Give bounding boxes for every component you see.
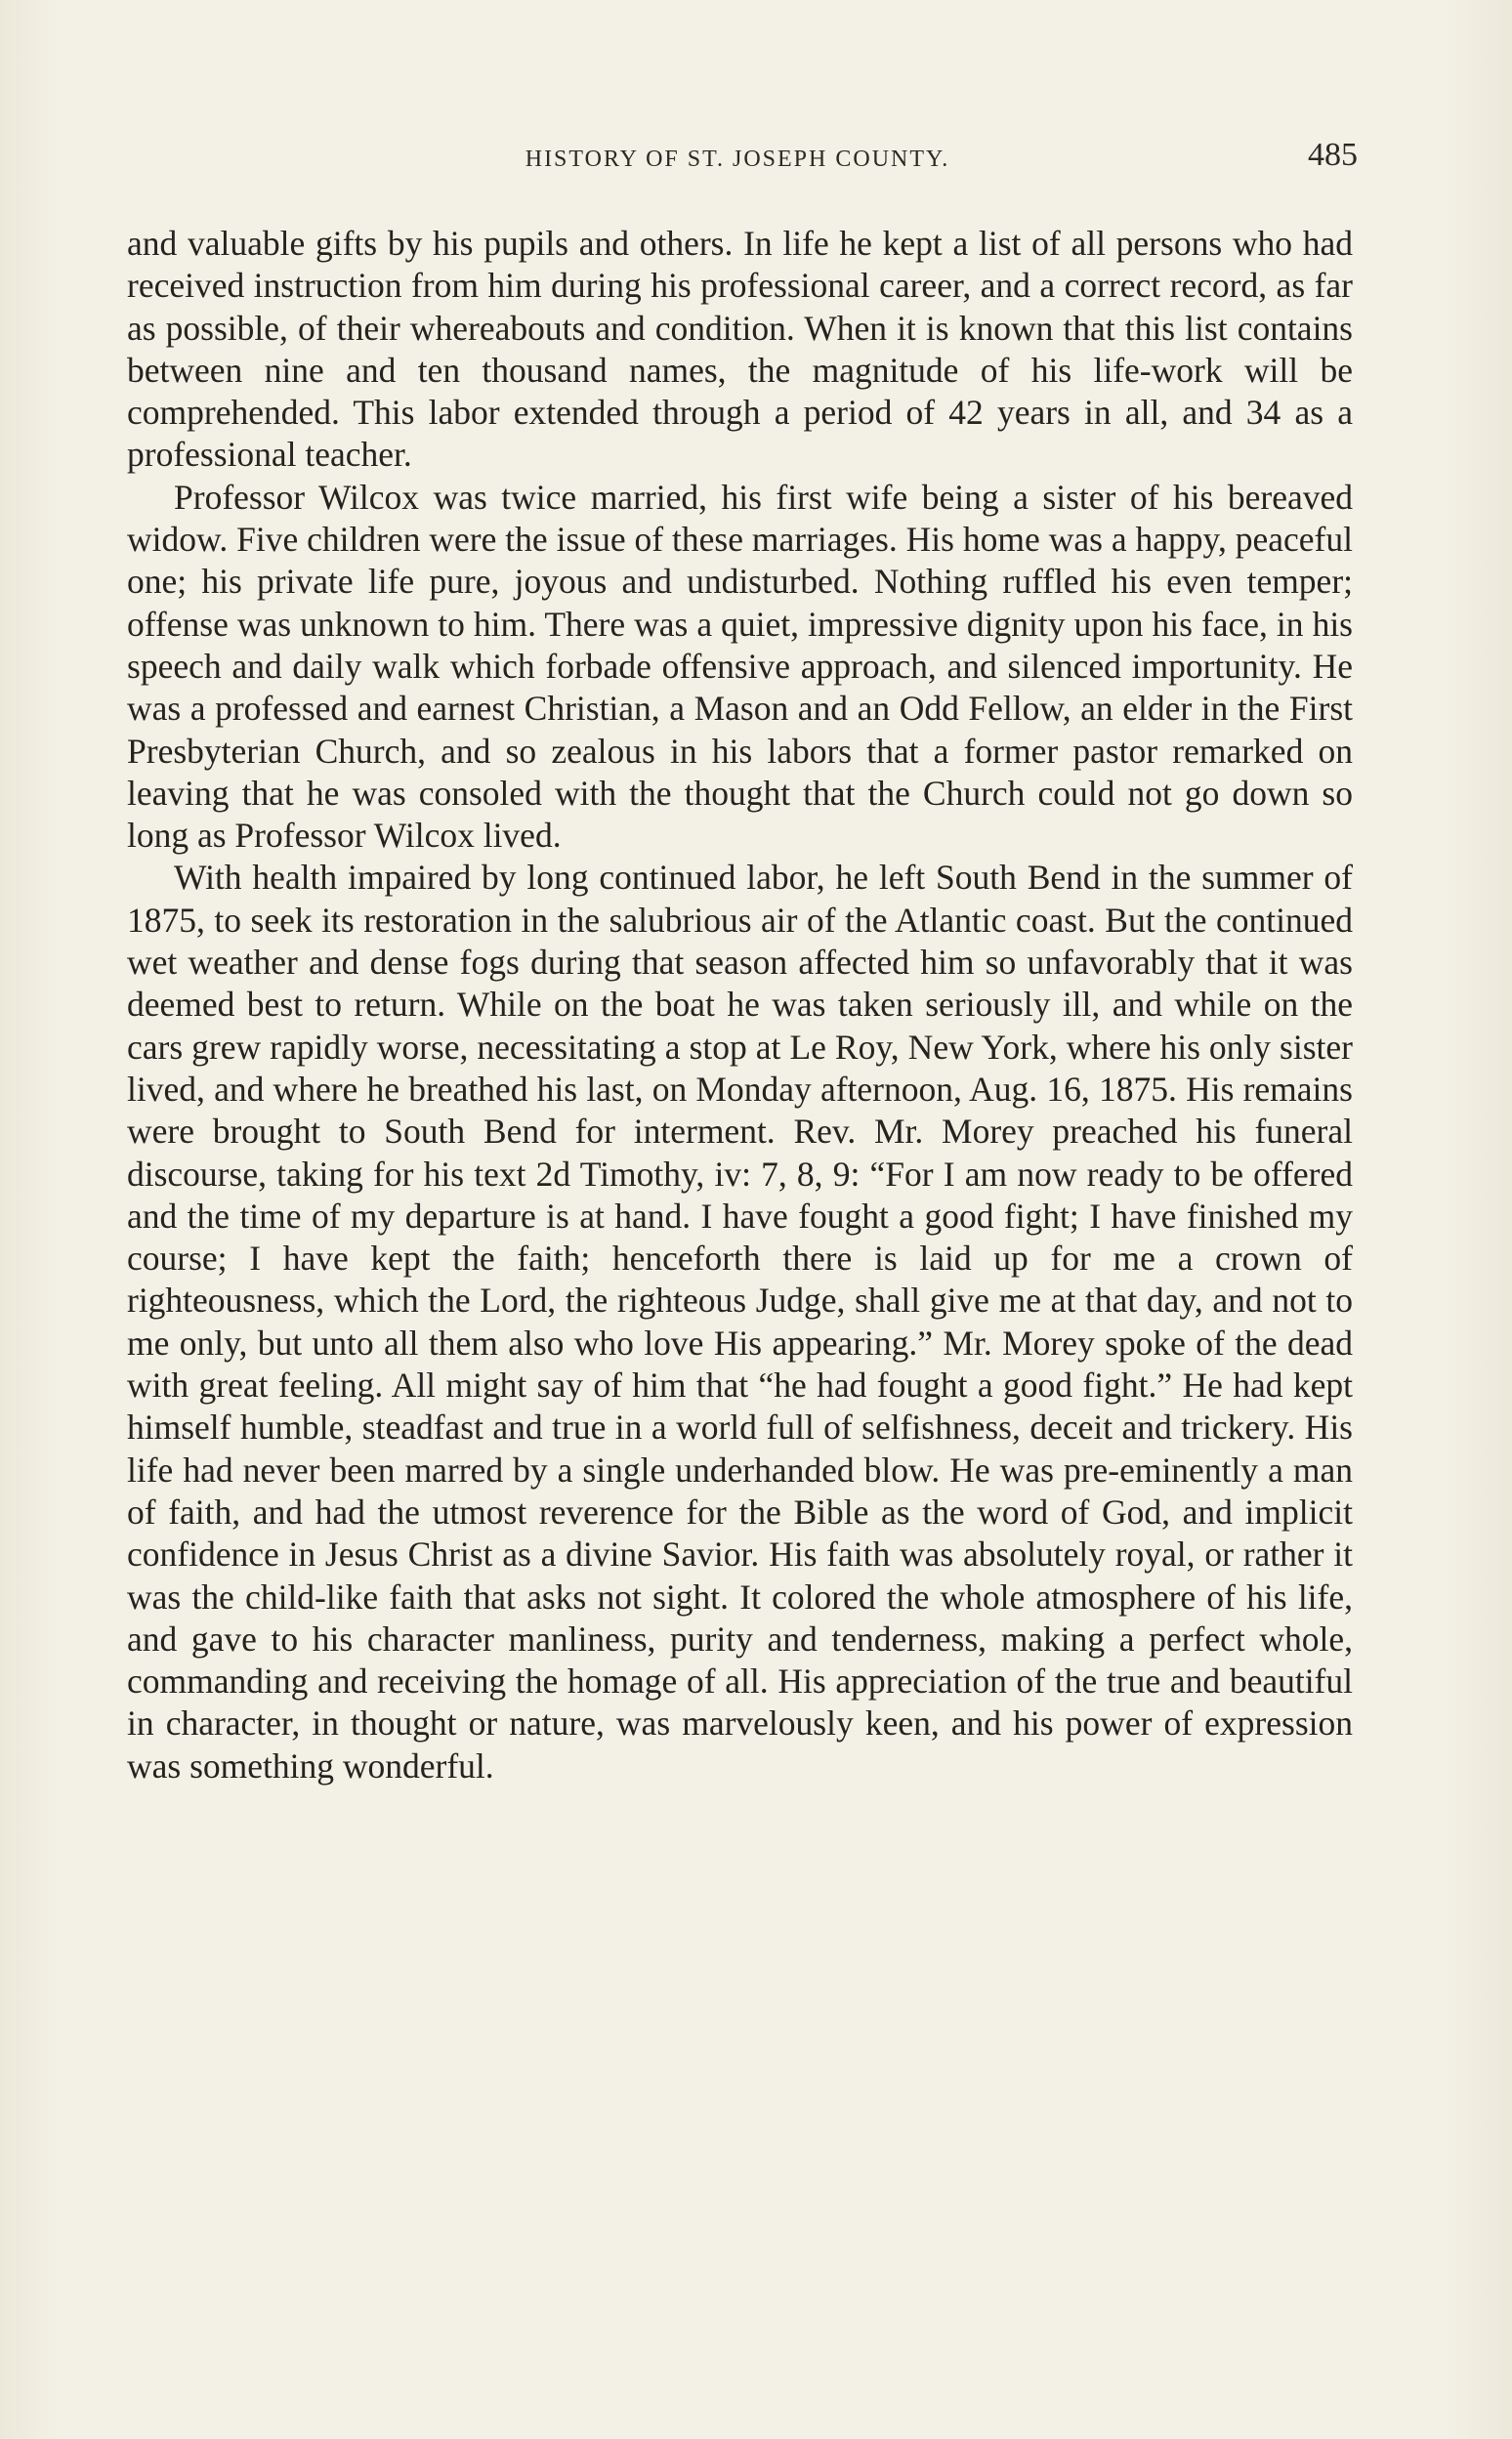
paragraph-illness-and-death: With health impaired by long continued labor, he left South Bend in the summer of 1875, to seek its restoration in the salubrious air of the Atlantic coast. But the continued wet weather and dense fogs during that season affected him so unfavorably that it was deemed best to return. While on the boat he was taken seriously ill, and while on the cars grew rapidly worse, necessitating a stop at Le Roy, New York, where his only sister lived, and where he breathed his last, on Monday afternoon, Aug. 16, 1875. His remains were brought to South Bend for interment. Rev. Mr. Morey preached his funeral discourse, taking for his text 2d Timothy, iv: 7, 8, 9: “For I am now ready to be offered and the time of my departure is at hand. I have fought a good fight; I have finished my course; I have kept the faith; henceforth there is laid up for me a crown of righteousness, which the Lord, the righteous Judge, shall give me at that day, and not to me only, but unto all them also who love His appearing.” Mr. Morey spoke of the dead with great feeling. All might say of him that “he had fought a good fight.” He had kept himself humble, steadfast and true in a world full of selfishness, deceit and trickery. His life had never been marred by a single underhanded blow. He was pre-eminently a man of faith, and had the utmost reverence for the Bible as the word of God, and implicit confidence in Jesus Christ as a divine Savior. His faith was absolutely royal, or rather it was the child-like faith that asks not sight. It colored the whole atmosphere of his life, and gave to his character manliness, purity and tenderness, making a perfect whole, commanding and receiving the homage of all. His appreciation of the true and beautiful in character, in thought or nature, was marvelously keen, and his power of expression was something wonderful. [127, 858, 1353, 1786]
page-header [127, 137, 1358, 186]
body-text [127, 223, 1353, 1787]
running-head: HISTORY OF ST. JOSEPH COUNTY. [525, 147, 950, 172]
paragraph-marriage-and-character: Professor Wilcox was twice married, his first wife being a sister of his bereaved widow. Five children were the issue of these marriages. His home was a happy, peaceful one; his private life pure, joyous and undisturbed. Nothing ruffled his even temper; offense was unknown to him. There was a quiet, impressive dignity upon his face, in his speech and daily walk which forbade offensive approach, and silenced importunity. He was a professed and earnest Christian, a Mason and an Odd Fellow, an elder in the First Presbyterian Church, and so zealous in his labors that a former pastor remarked on leaving that he was consoled with the thought that the Church could not go down so long as Professor Wilcox lived. [127, 477, 1353, 856]
page-number: 485 [1308, 137, 1358, 173]
paragraph-continuation: and valuable gifts by his pupils and others. In life he kept a list of all persons who had received instruction from him during his professional career, and a correct record, as far as possible, of their whereabouts and condition. When it is known that this list contains between nine and ten thousand names, the magnitude of his life-work will be comprehended. This labor extended through a period of 42 years in all, and 34 as a professional teacher. [127, 224, 1353, 475]
